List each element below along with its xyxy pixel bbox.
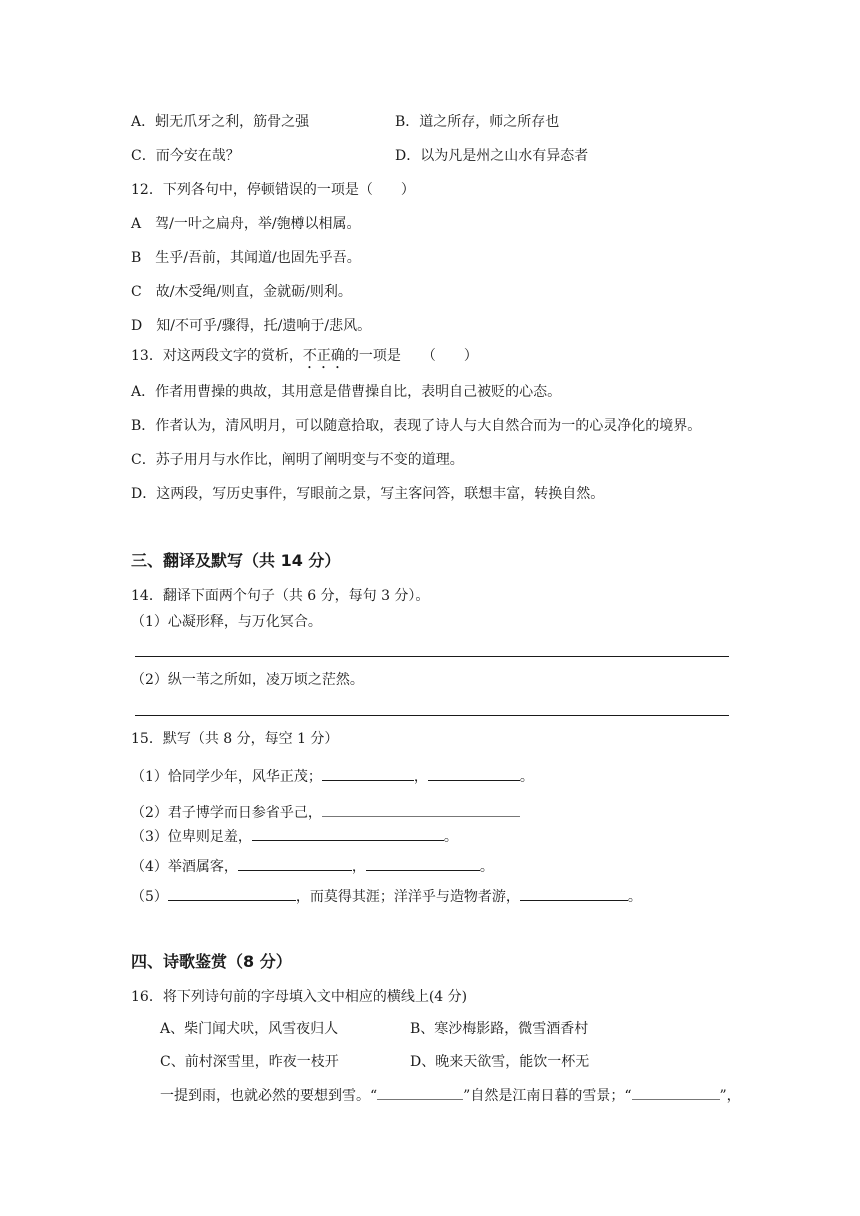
q12-option-b: B 生乎/吾前，其闻道/也固先乎吾。 bbox=[131, 250, 361, 266]
q13-stem-emphasis: 不正确 bbox=[302, 348, 345, 364]
q15-item-5-mid: ，而莫得其涯；洋洋乎与造物者游， bbox=[295, 889, 520, 905]
answer-line-q14-2[interactable] bbox=[135, 715, 729, 716]
q16-paragraph-end: ”， bbox=[719, 1088, 741, 1104]
q15-item-5 bbox=[131, 886, 642, 907]
q12-option-d: D 知/不可乎/骤得，托/遗响于/悲风。 bbox=[131, 318, 372, 334]
q15-item-3-text: （3）位卑则足羞， bbox=[131, 829, 252, 845]
q16-paragraph bbox=[160, 1085, 741, 1106]
q16-option-b: B、寒沙梅影路，微雪酒香村 bbox=[410, 1021, 589, 1037]
blank-q15-5a[interactable] bbox=[168, 886, 296, 901]
answer-line-q14-1[interactable] bbox=[135, 656, 729, 657]
q15-item-1-sep: ， bbox=[413, 769, 428, 785]
blank-q15-2[interactable] bbox=[322, 802, 520, 817]
q13-stem-before: 13．对这两段文字的赏析， bbox=[131, 348, 303, 364]
q11-option-c: C．而今安在哉？ bbox=[131, 148, 240, 164]
q15-item-5-end: 。 bbox=[627, 889, 642, 905]
q12-stem: 12．下列各句中，停顿错误的一项是（ ） bbox=[131, 182, 415, 198]
blank-q16-1[interactable] bbox=[377, 1085, 463, 1100]
q15-item-3-end: 。 bbox=[443, 829, 458, 845]
q14-item-2: （2）纵一苇之所如，凌万顷之茫然。 bbox=[131, 672, 364, 688]
q11-option-d: D．以为凡是州之山水有异态者 bbox=[395, 148, 589, 164]
q14-stem: 14．翻译下面两个句子（共 6 分，每句 3 分）。 bbox=[131, 588, 430, 604]
section-4-title: 四、诗歌鉴赏（8 分） bbox=[131, 952, 292, 971]
q15-item-1-text: （1）恰同学少年，风华正茂； bbox=[131, 769, 322, 785]
q15-item-4-text: （4）举酒属客， bbox=[131, 859, 238, 875]
section-3-title: 三、翻译及默写（共 14 分） bbox=[131, 551, 341, 570]
q13-stem bbox=[131, 346, 478, 372]
q13-stem-after: 的一项是 （ ） bbox=[344, 348, 478, 364]
blank-q15-1b[interactable] bbox=[428, 766, 520, 781]
q16-option-c: C、前村深雪里，昨夜一枝开 bbox=[160, 1054, 339, 1070]
q15-stem: 15．默写（共 8 分，每空 1 分） bbox=[131, 731, 339, 747]
q15-item-1-end: 。 bbox=[519, 769, 534, 785]
q15-item-4 bbox=[131, 856, 494, 877]
q16-paragraph-start: 一提到雨，也就必然的要想到雪。“ bbox=[160, 1088, 378, 1104]
q11-option-b: B．道之所存，师之所存也 bbox=[395, 114, 560, 130]
q13-option-b: B．作者认为，清风明月，可以随意拾取，表现了诗人与大自然合而为一的心灵净化的境界。 bbox=[131, 418, 702, 434]
q15-item-2-text: （2）君子博学而日参省乎己， bbox=[131, 805, 322, 821]
q16-paragraph-mid: ”自然是江南日暮的雪景；“ bbox=[463, 1088, 632, 1104]
blank-q16-2[interactable] bbox=[632, 1085, 720, 1100]
q11-option-a: A．蚓无爪牙之利，筋骨之强 bbox=[131, 114, 310, 130]
q15-item-4-end: 。 bbox=[479, 859, 494, 875]
blank-q15-5b[interactable] bbox=[520, 886, 628, 901]
q13-option-c: C．苏子用月与水作比，阐明了阐明变与不变的道理。 bbox=[131, 452, 464, 468]
q15-item-4-sep: ， bbox=[351, 859, 366, 875]
blank-q15-4a[interactable] bbox=[238, 856, 352, 871]
q16-option-d: D、晚来天欲雪，能饮一杯无 bbox=[410, 1054, 590, 1070]
q12-option-c: C 故/木受绳/则直，金就砺/则利。 bbox=[131, 284, 352, 300]
q15-item-3 bbox=[131, 826, 458, 847]
blank-q15-3[interactable] bbox=[252, 826, 444, 841]
q14-item-1: （1）心凝形释，与万化冥合。 bbox=[131, 614, 322, 630]
q16-stem: 16．将下列诗句前的字母填入文中相应的横线上(4 分) bbox=[131, 989, 468, 1005]
q15-item-1 bbox=[131, 766, 534, 787]
q13-option-d: D．这两段，写历史事件，写眼前之景，写主客问答，联想丰富，转换自然。 bbox=[131, 486, 605, 502]
blank-q15-4b[interactable] bbox=[366, 856, 480, 871]
q15-item-5-text: （5） bbox=[131, 889, 168, 905]
q15-item-2 bbox=[131, 802, 520, 823]
blank-q15-1a[interactable] bbox=[322, 766, 414, 781]
q13-option-a: A．作者用曹操的典故，其用意是借曹操自比，表明自己被贬的心态。 bbox=[131, 384, 562, 400]
q12-option-a: A 驾/一叶之扁舟，举/匏樽以相属。 bbox=[131, 216, 361, 232]
q16-option-a: A、柴门闻犬吠，风雪夜归人 bbox=[160, 1021, 339, 1037]
